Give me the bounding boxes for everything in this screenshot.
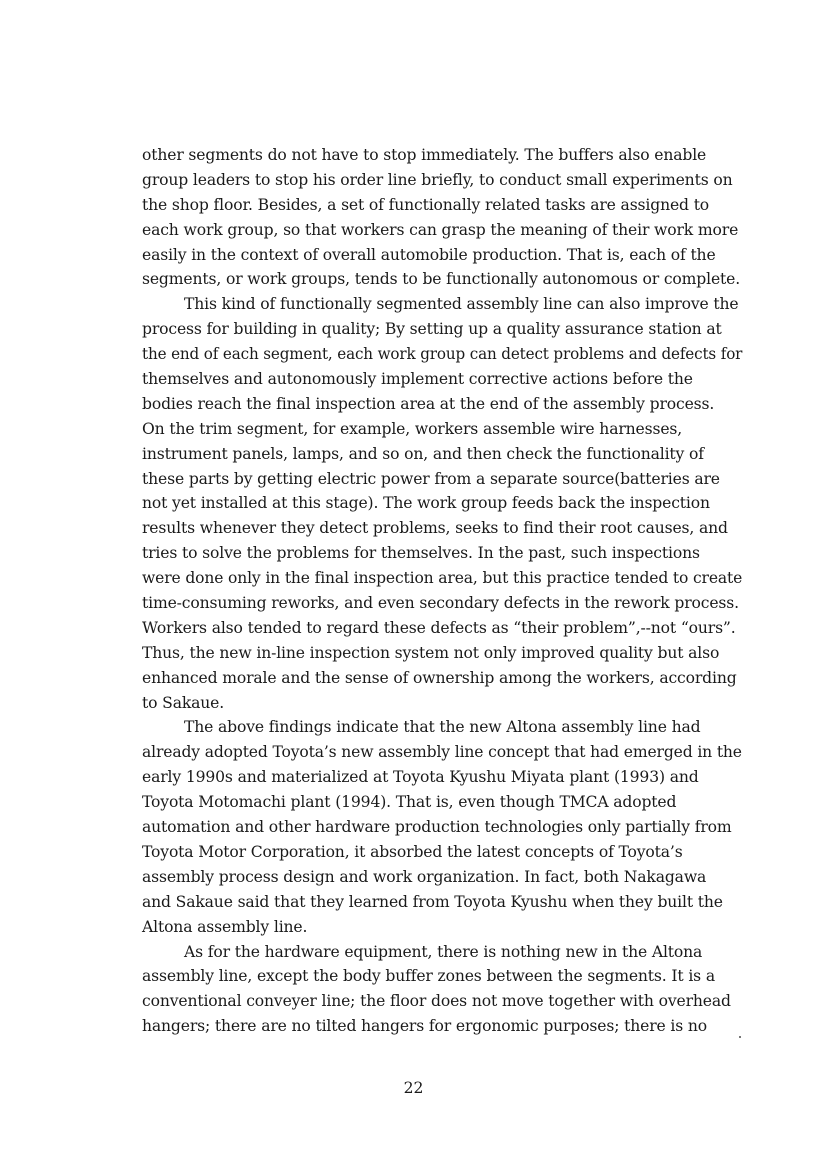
text-line: time-consuming reworks, and even secondary defects in the rework process.: [142, 594, 739, 613]
text-line: tries to solve the problems for themselves. In the past, such inspections: [142, 544, 700, 563]
text-line: As for the hardware equipment, there is nothing new in the Altona: [184, 942, 703, 961]
text-line: each work group, so that workers can grasp the meaning of their work more: [142, 220, 739, 239]
text-line: bodies reach the final inspection area at the end of the assembly process.: [142, 394, 715, 413]
text-line: On the trim segment, for example, workers assemble wire harnesses,: [142, 419, 683, 438]
paragraph: [142, 292, 742, 715]
text-line: already adopted Toyota’s new assembly line concept that had emerged in the: [142, 743, 742, 762]
text-line: conventional conveyer line; the floor does not move together with overhead: [142, 992, 731, 1011]
text-line: Workers also tended to regard these defects as “their problem”,--not “ours”.: [142, 618, 736, 637]
text-line: Toyota Motomachi plant (1994). That is, even though TMCA adopted: [142, 793, 677, 812]
text-line: other segments do not have to stop immediately. The buffers also enable: [142, 146, 707, 164]
text-line: the shop floor. Besides, a set of functionally related tasks are assigned to: [142, 195, 710, 214]
text-line: enhanced morale and the sense of ownership among the workers, according: [142, 668, 737, 687]
text-line: hangers; there are no tilted hangers for ergonomic purposes; there is no: [142, 1017, 708, 1036]
page-number: 22: [403, 1079, 424, 1097]
text-line: results whenever they detect problems, seeks to find their root causes, and: [142, 519, 728, 538]
text-line: and Sakaue said that they learned from Toyota Kyushu when they built the: [142, 892, 723, 911]
text-line: early 1990s and materialized at Toyota Kyushu Miyata plant (1993) and: [142, 768, 699, 787]
text-line: were done only in the final inspection area, but this practice tended to create: [142, 569, 743, 588]
text-line: The above findings indicate that the new Altona assembly line had: [184, 718, 701, 737]
text-line: Toyota Motor Corporation, it absorbed the latest concepts of Toyota’s: [142, 842, 683, 861]
text-line: process for building in quality; By setting up a quality assurance station at: [142, 320, 722, 339]
paragraph: [142, 940, 742, 1040]
text-line: group leaders to stop his order line briefly, to conduct small experiments on: [142, 170, 733, 189]
scan-speck: [739, 1036, 741, 1038]
text-line: instrument panels, lamps, and so on, and then check the functionality of: [142, 444, 704, 463]
text-line: assembly line, except the body buffer zones between the segments. It is a: [142, 967, 715, 986]
text-line: assembly process design and work organization. In fact, both Nakagawa: [142, 867, 707, 886]
paragraph: [142, 143, 742, 292]
text-line: these parts by getting electric power from a separate source(batteries are: [142, 469, 720, 488]
paragraph: [142, 715, 742, 939]
text-line: themselves and autonomously implement corrective actions before the: [142, 370, 693, 389]
text-line: the end of each segment, each work group can detect problems and defects for: [142, 345, 743, 364]
text-line: Altona assembly line.: [142, 917, 308, 936]
text-line: to Sakaue.: [142, 693, 225, 712]
body-text: [142, 143, 742, 1039]
text-line: Thus, the new in-line inspection system not only improved quality but also: [142, 643, 720, 662]
text-line: segments, or work groups, tends to be functionally autonomous or complete.: [142, 270, 741, 289]
text-line: easily in the context of overall automobile production. That is, each of the: [142, 245, 716, 264]
text-line: This kind of functionally segmented assembly line can also improve the: [184, 295, 739, 314]
text-line: automation and other hardware production technologies only partially from: [142, 818, 732, 837]
text-line: not yet installed at this stage). The work group feeds back the inspection: [142, 494, 710, 513]
